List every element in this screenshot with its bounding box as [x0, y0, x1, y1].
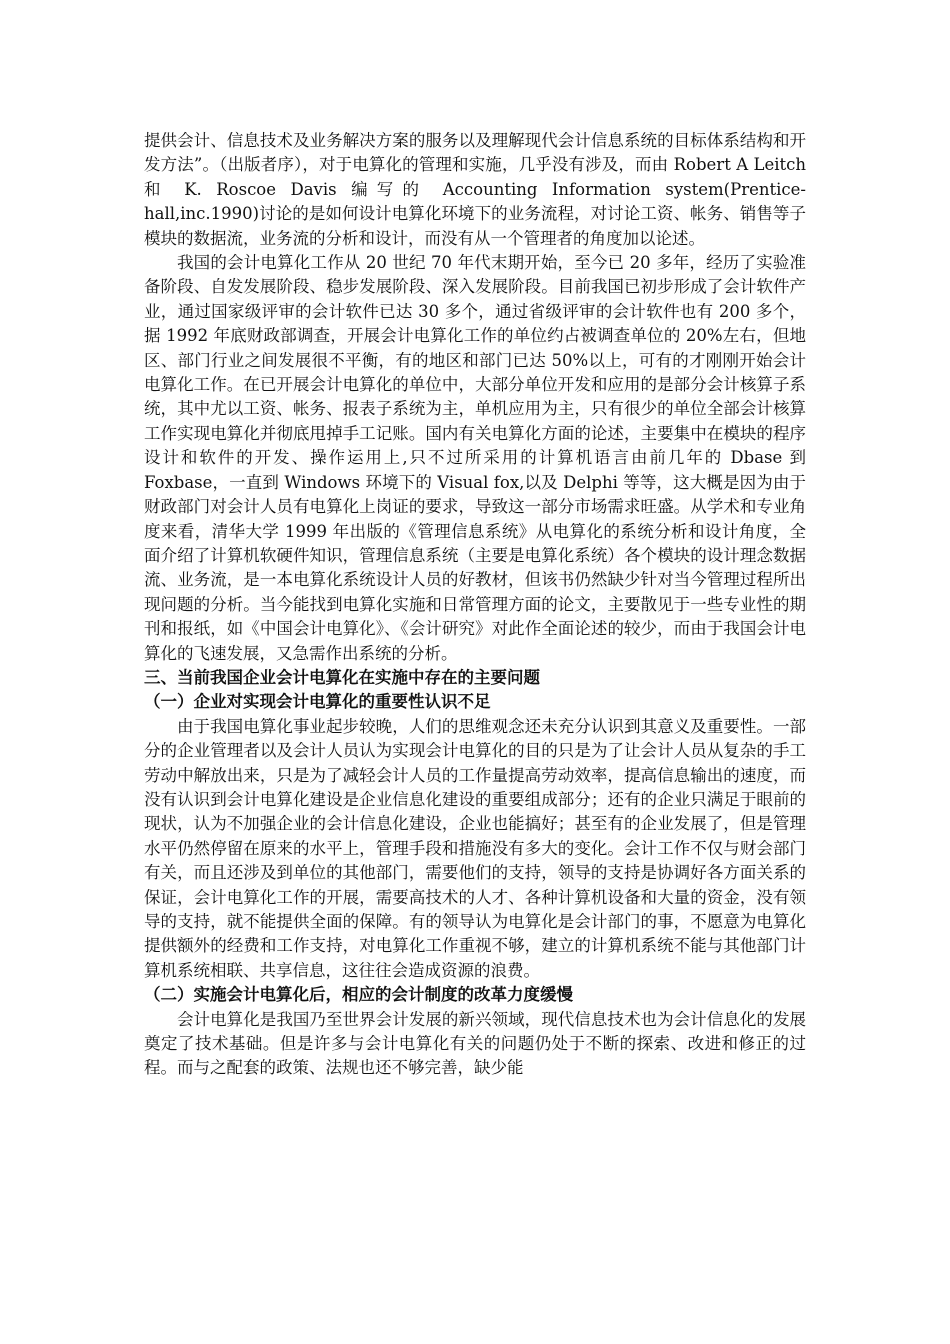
paragraph-system-reform: 会计电算化是我国乃至世界会计发展的新兴领域，现代信息技术也为会计信息化的发展奠定了技术基础。但是许多与会计电算化有关的问题仍处于不断的探索、改进和修正的过程。而与之配套的政策、法规也还不够完善，缺少能	[144, 1009, 806, 1078]
paragraph-awareness: 由于我国电算化事业起步较晚，人们的思维观念还未充分认识到其意义及重要性。一部分的企业管理者以及会计人员认为实现会计电算化的目的只是为了让会计人员从复杂的手工劳动中解放出来，只是为了减轻会计人员的工作量提高劳动效率，提高信息输出的速度，而没有认识到会计电算化建设是企业信息化建设的重要组成部分；还有的企业只满足于眼前的现状，认为不加强企业的会计信息化建设，企业也能搞好；甚至有的企业发展了，但是管理水平仍然停留在原来的水平上，管理手段和措施没有多大的变化。会计工作不仅与财会部门有关，而且还涉及到单位的其他部门，需要他们的支持，领导的支持是协调好各方面关系的保证，会计电算化工作的开展，需要高技术的人才、各种计算机设备和大量的资金，没有领导的支持，就不能提供全面的保障。有的领导认为电算化是会计部门的事，不愿意为电算化提供额外的经费和工作支持，对电算化工作重视不够，建立的计算机系统不能与其他部门计算机系统相联、共享信息，这往往会造成资源的浪费。	[144, 716, 806, 980]
paragraph-domestic-development: 我国的会计电算化工作从 20 世纪 70 年代末期开始，至今已 20 多年，经历了实验准备阶段、自发发展阶段、稳步发展阶段、深入发展阶段。目前我国已初步形成了会计软件产业，通过国家级评审的会计软件已达 30 多个，通过省级评审的会计软件也有 200 多个，据 1992 年底财政部调查，开展会计电算化工作的单位约占被调查单位的 20%左右，但地区、部门行业之间发展很不平衡，有的地区和部门已达 50%以上，可有的才刚刚开始会计电算化工作。在已开展会计电算化的单位中，大部分单位开发和应用的是部分会计核算子系统，其中尤以工资、帐务、报表子系统为主，单机应用为主，只有很少的单位全部会计核算工作实现电算化并彻底甩掉手工记账。国内有关电算化方面的论述，主要集中在模块的程序设计和软件的开发、操作运用上,只不过所采用的计算机语言由前几年的 Dbase 到 Foxbase，一直到 Windows 环境下的 Visual fox,以及 Delphi 等等，这大概是因为由于财政部门对会计人员有电算化上岗证的要求，导致这一部分市场需求旺盛。从学术和专业角度来看，清华大学 1999 年出版的《管理信息系统》从电算化的系统分析和设计角度，全面介绍了计算机软硬件知识，管理信息系统（主要是电算化系统）各个模块的设计理念数据流、业务流，是一本电算化系统设计人员的好教材，但该书仍然缺少针对当今管理过程所出现问题的分析。当今能找到电算化实施和日常管理方面的论文，主要散见于一些专业性的期刊和报纸，如《中国会计电算化》、《会计研究》对此作全面论述的较少，而由于我国会计电算化的飞速发展，又急需作出系统的分析。	[144, 253, 806, 663]
document-body	[144, 129, 806, 1081]
section-heading-main-problems: 三、当前我国企业会计电算化在实施中存在的主要问题	[144, 667, 540, 687]
subsection-heading-system-reform: （二）实施会计电算化后，相应的会计制度的改革力度缓慢	[144, 985, 573, 1005]
paragraph-continued: 提供会计、信息技术及业务解决方案的服务以及理解现代会计信息系统的目标体系结构和开发方法”。（出版者序），对于电算化的管理和实施，几乎没有涉及，而由 Robert A Leitch 和 K. Roscoe Davis 编写的 Accounting Information system(Prentice-hall,inc.1990)讨论的是如何设计电算化环境下的业务流程，对讨论工资、帐务、销售等子模块的数据流，业务流的分析和设计，而没有从一个管理者的角度加以论述。	[144, 131, 806, 248]
subsection-heading-awareness: （一）企业对实现会计电算化的重要性认识不足	[144, 692, 491, 712]
